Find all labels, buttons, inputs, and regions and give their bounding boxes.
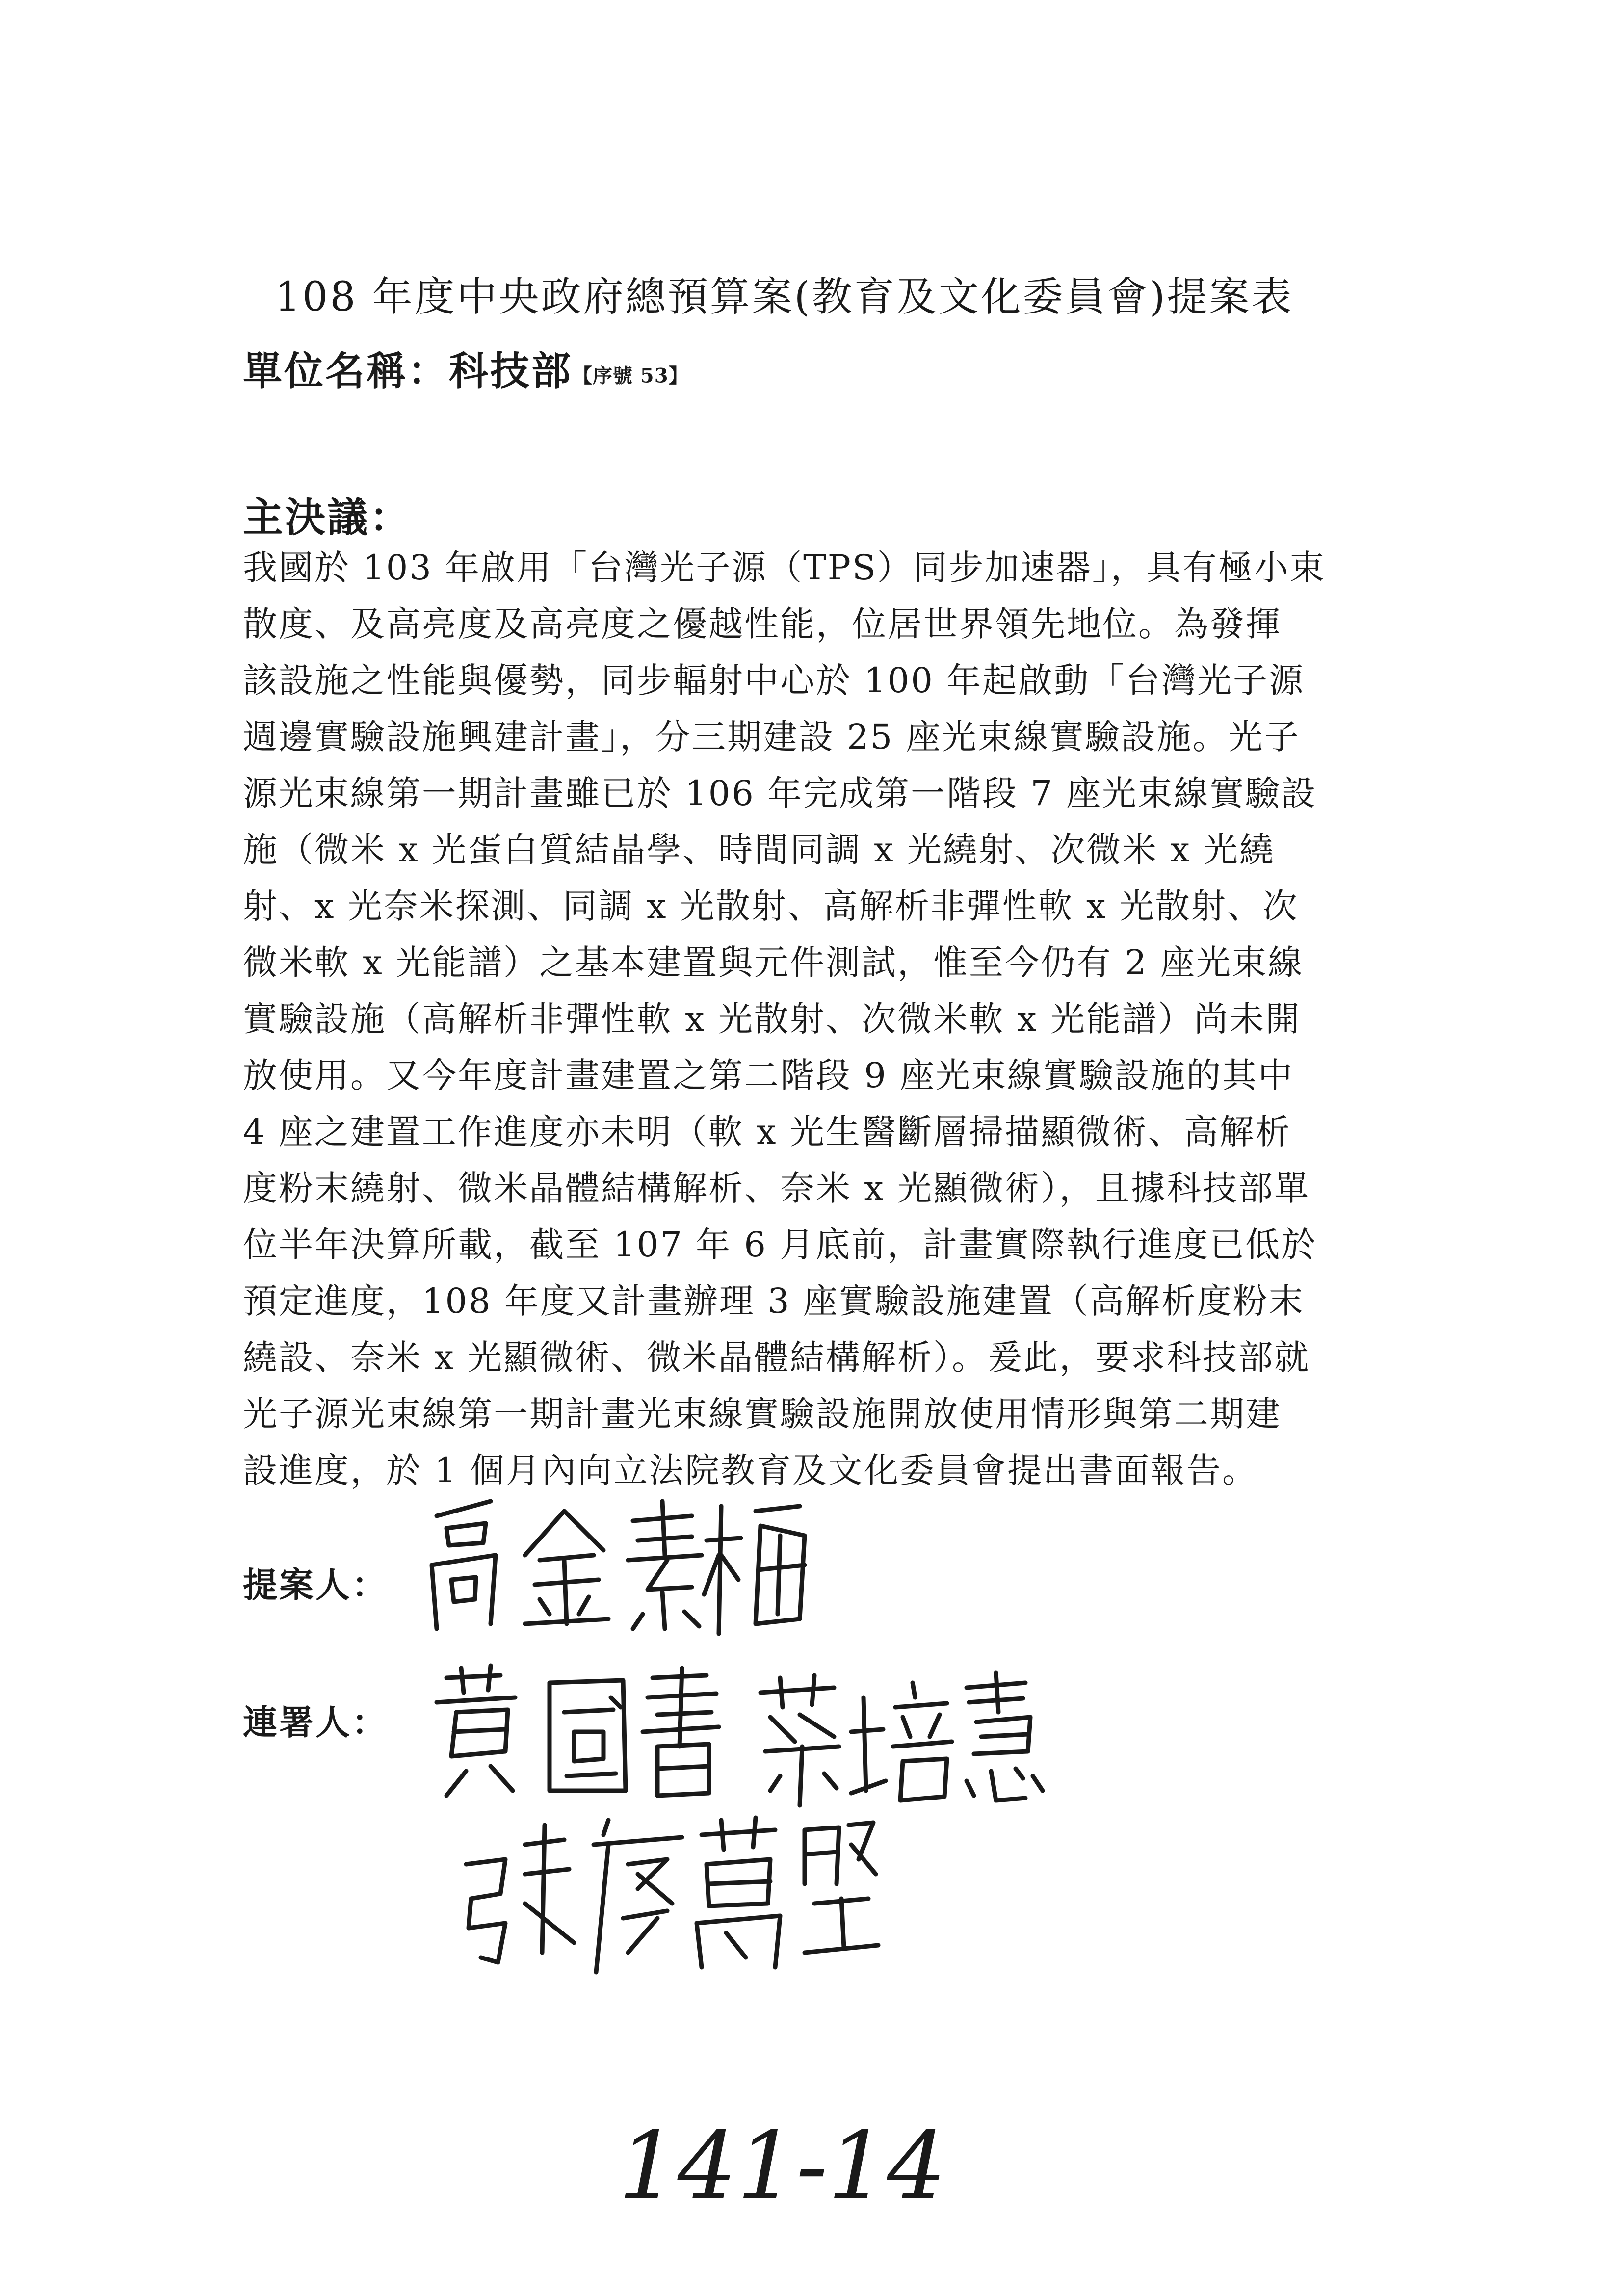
proposer-signature	[417, 1482, 819, 1644]
body-line: 微米軟 x 光能譜）之基本建置與元件測試，惟至今仍有 2 座光束線	[243, 942, 1304, 983]
cosigner-signature-huang	[427, 1658, 721, 1805]
body-line: 我國於 103 年啟用「台灣光子源（TPS）同步加速器」，具有極小束	[243, 548, 1326, 588]
unit-label: 單位名稱：	[243, 348, 449, 394]
cosigner-signature-tsai	[751, 1668, 1045, 1815]
body-line: 位半年決算所載，截至 107 年 6 月底前，計畫實際執行進度已低於	[243, 1225, 1317, 1265]
cosigner-label: 連署人：	[243, 1702, 388, 1743]
body-line: 源光束線第一期計畫雖已於 106 年完成第一階段 7 座光束線實驗設	[243, 773, 1317, 813]
resolution-heading: 主決議：	[243, 494, 412, 541]
body-line: 射、x 光奈米探測、同調 x 光散射、高解析非彈性軟 x 光散射、次	[243, 886, 1299, 926]
resolution-body	[243, 540, 1386, 1499]
page-title: 108 年度中央政府總預算案(教育及文化委員會)提案表	[275, 274, 1294, 320]
body-line: 該設施之性能與優勢，同步輻射中心於 100 年起啟動「台灣光子源	[243, 660, 1305, 701]
unit-name: 科技部	[449, 348, 573, 394]
body-line: 放使用。又今年度計畫建置之第二階段 9 座光束線實驗設施的其中	[243, 1055, 1294, 1096]
body-line: 週邊實驗設施興建計畫」，分三期建設 25 座光束線實驗設施。光子	[243, 717, 1300, 757]
body-line: 度粉末繞射、微米晶體結構解析、奈米 x 光顯微術），且據科技部單	[243, 1168, 1310, 1208]
cosigner-signature-chang	[451, 1805, 883, 1992]
body-line: 繞設、奈米 x 光顯微術、微米晶體結構解析）。爰此，要求科技部就	[243, 1337, 1310, 1378]
page-number-text: 141-14	[618, 2112, 946, 2220]
sequence-tag: 【序號 53】	[573, 364, 689, 388]
page-number	[613, 2105, 946, 2227]
unit-line	[243, 339, 689, 396]
body-line: 施（微米 x 光蛋白質結晶學、時間同調 x 光繞射、次微米 x 光繞	[243, 830, 1275, 870]
body-line: 4 座之建置工作進度亦未明（軟 x 光生醫斷層掃描顯微術、高解析	[243, 1112, 1291, 1152]
proposer-label: 提案人：	[243, 1565, 388, 1605]
body-line: 設進度，於 1 個月內向立法院教育及文化委員會提出書面報告。	[243, 1450, 1258, 1490]
body-line: 光子源光束線第一期計畫光束線實驗設施開放使用情形與第二期建	[243, 1394, 1282, 1434]
body-line: 預定進度，108 年度又計畫辦理 3 座實驗設施建置（高解析度粉末	[243, 1281, 1305, 1321]
body-line: 實驗設施（高解析非彈性軟 x 光散射、次微米軟 x 光能譜）尚未開	[243, 999, 1301, 1039]
body-line: 散度、及高亮度及高亮度之優越性能，位居世界領先地位。為發揮	[243, 604, 1282, 644]
